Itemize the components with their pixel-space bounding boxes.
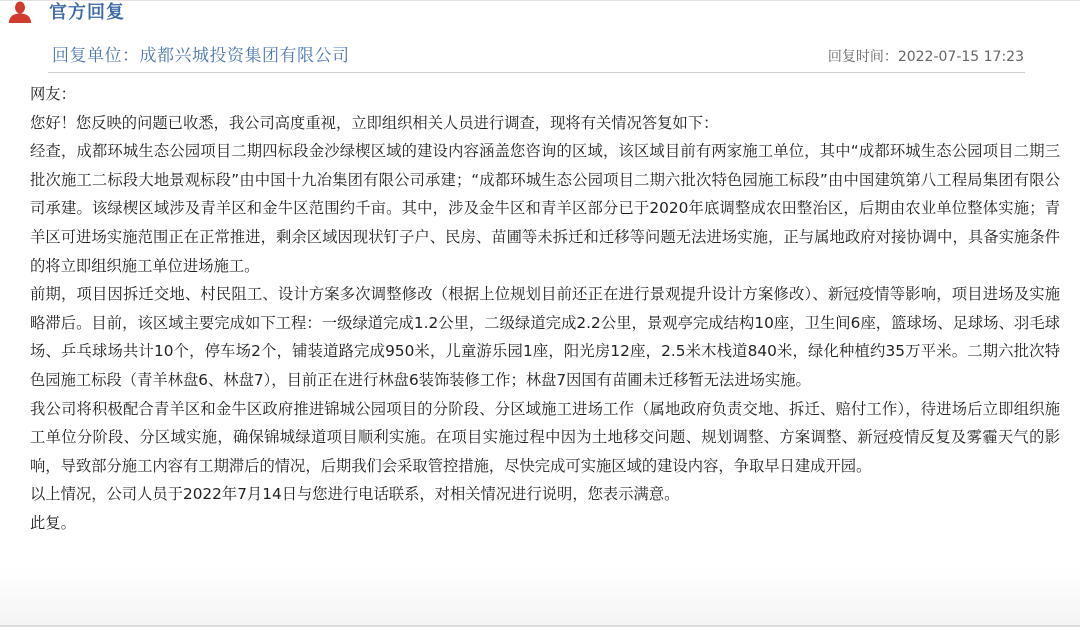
closing: 此复。 xyxy=(30,513,76,532)
reply-content xyxy=(30,80,1060,538)
person-icon xyxy=(8,1,32,23)
contact-paragraph: 以上情况，公司人员于2022年7月14日与您进行电话联系，对相关情况进行说明，您表示满意。 xyxy=(30,485,680,504)
bottom-shadow xyxy=(0,567,1080,627)
plan-paragraph: 我公司将积极配合青羊区和金牛区政府推进锦城公园项目的分阶段、分区域施工进场工作（属地政府负责交地、拆迁、赔付工作），待进场后立即组织施工单位分阶段、分区域实施，确保锦城绿道项目顺利实施。在项目实施过程中因为土地移交问题、规划调整、方案调整、新冠疫情反复及雾霾天气的影响，导致部分施工内容有工期滞后的情况，后期我们会采取管控措施，尽快完成可实施区域的建设内容，争取早日建成开园。 xyxy=(30,399,1060,475)
salutation: 网友： xyxy=(30,85,76,103)
reply-time: 回复时间：2022-07-15 17:23 xyxy=(827,49,1024,65)
greeting-paragraph: 您好！您反映的问题已收悉，我公司高度重视，立即组织相关人员进行调查，现将有关情况答复如下： xyxy=(30,113,719,132)
reply-unit: 回复单位：成都兴城投资集团有限公司 xyxy=(52,46,350,66)
top-border xyxy=(0,0,1080,1)
investigation-paragraph: 经查，成都环城生态公园项目二期四标段金沙绿楔区域的建设内容涵盖您咨询的区域，该区域目前有两家施工单位，其中“成都环城生态公园项目二期三批次施工二标段大地景观标段”由中国十九冶集团有限公司承建；“成都环城生态公园项目二期六批次特色园施工标段”由中国建筑第八工程局集团有限公司承建。该绿楔区域涉及青羊区和金牛区范围约千亩。其中，涉及金牛区和青羊区部分已于2020年底调整成农田整治区，后期由农业单位整体实施；青羊区可进场实施范围正在正常推进，剩余区域因现状钉子户、民房、苗圃等未拆迁和迁移等问题无法进场实施，正与属地政府对接协调中，具备实施条件的将立即组织施工单位进场施工。 xyxy=(30,142,1060,275)
header-divider xyxy=(48,72,1025,73)
section-title: 官方回复 xyxy=(49,2,125,23)
progress-paragraph: 前期，项目因拆迁交地、村民阻工、设计方案多次调整修改（根据上位规划目前还正在进行景观提升设计方案修改）、新冠疫情等影响，项目进场及实施略滞后。目前，该区域主要完成如下工程：一级绿道完成1.2公里，二级绿道完成2.2公里，景观亭完成结构10座，卫生间6座，篮球场、足球场、羽毛球场、乒乓球场共计10个，停车场2个，铺装道路完成950米，儿童游乐园1座，阳光房12座，2.5米木栈道840米，绿化种植约35万平米。二期六批次特色园施工标段（青羊林盘6、林盘7），目前正在进行林盘6装饰装修工作；林盘7因国有苗圃未迁移暂无法进场实施。 xyxy=(30,285,1060,389)
